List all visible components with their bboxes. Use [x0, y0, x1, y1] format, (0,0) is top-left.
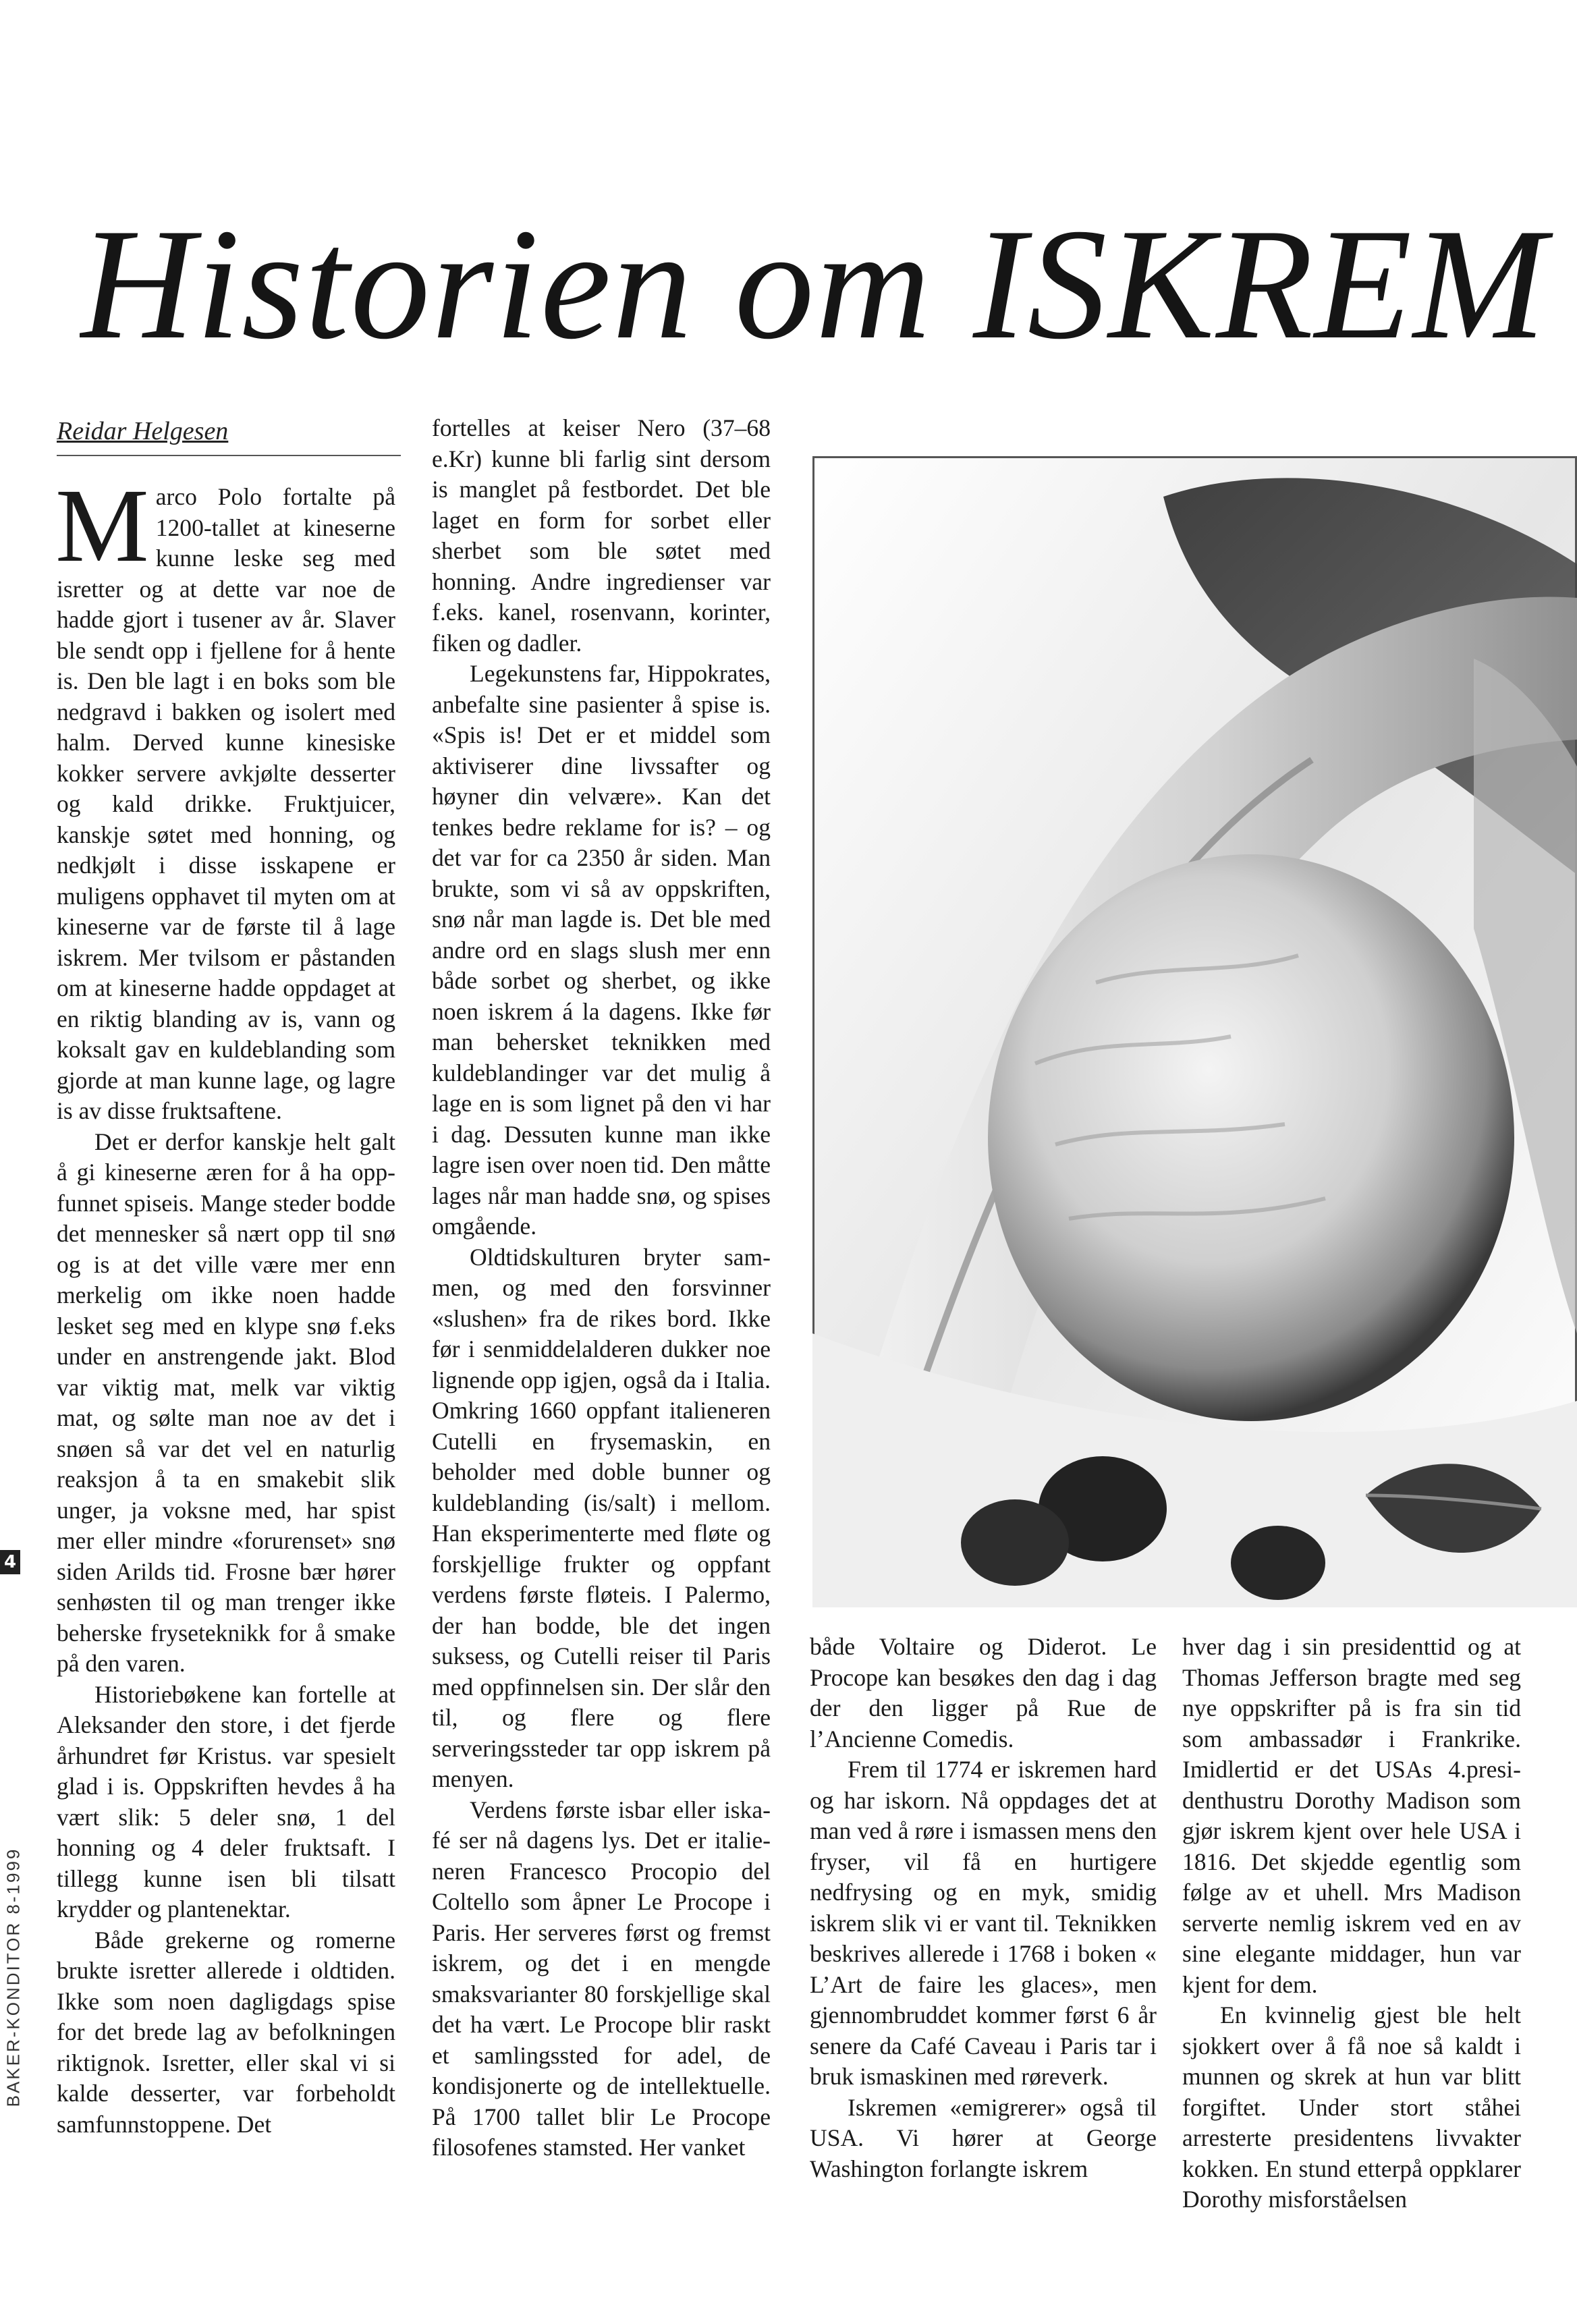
text-column-2 — [432, 413, 771, 2163]
byline — [57, 414, 401, 456]
ice-cream-photo — [812, 456, 1577, 1607]
paragraph: både Voltaire og Diderot. Le Procope kan besøkes den dag i dag der den ligger på Rue de l’Ancienne Comedis. — [810, 1633, 1157, 1752]
paragraph: Både grekerne og romerne brukte isretter allerede i oldtiden. Ikke som noen dagligdags spise for det brede lag av befolkningen riktignok. Isretter, eller skal vi si kalde desserter, var forbeholdt samfunnstoppene. Det — [57, 1926, 395, 2138]
page-number-badge: 4 — [0, 1550, 20, 1574]
article-title: Historien om ISKREM — [80, 197, 1547, 372]
drop-cap: M — [55, 467, 149, 584]
text-column-1 — [55, 467, 395, 2140]
paragraph: Historiebøkene kan fortelle at Aleksander den store, i det fjerde århundret før Kristus. var spesielt glad i is. Oppskriften hevdes å ha vært slik: 5 deler snø, 1 del honning og 4 deler fruktsaft. I tillegg kunne isen bli tilsatt krydder og plantenektar. — [57, 1680, 395, 1922]
paragraph: Frem til 1774 er iskremen hard og har iskorn. Nå oppdages det at man ved å røre i ismassen mens den fryser, vil få en hurtigere nedfrysing og en myk, smidig iskrem slik vi er vant til. Teknikken beskrives allerede i 1768 i boken « L’Art de faire les glaces», men gjennombruddet kommer først 6 år senere da Café Caveau i Paris tar i bruk ismaskinen med røreverk. — [810, 1756, 1157, 2090]
paragraph: fortelles at keiser Nero (37–68 e.Kr) kunne bli farlig sint dersom is manglet på festbordet. Det ble laget en form for sorbet eller sherbet som ble søtet med honning. Andre ingredienser var f.eks. kanel, rosenvann, korinter, fiken og dadler. — [432, 414, 771, 657]
publication-sidebar: BAKER-KONDITOR 8-1999 — [3, 1847, 24, 2107]
text-column-4 — [1182, 1632, 1521, 2215]
text-column-3 — [810, 1632, 1157, 2184]
paragraph: Oldtidskulturen bryter sammen, og med den forsvinner «slushen» fra de rikes bord. Ikke før i senmiddelalderen dukker noe lignende opp igjen, også da i Italia. Omkring 1660 oppfant italieneren Cutelli en frysemaskin, en beholder med doble bunner og kuldeblanding (is/salt) i mellom. Han eksperimenterte med fløte og forskjellige frukter og oppfant verdens første fløteis. I Palermo, der han bodde, ble det ingen suksess, og Cutelli reiser til Paris med oppfinnelsen sin. Der slår den til, og flere og flere serveringssteder tar opp iskrem på menyen. — [432, 1243, 771, 1792]
author-name: Reidar Helgesen — [57, 417, 229, 445]
paragraph-text: arco Polo fortalte på 1200-tallet at kineserne kunne leske seg med isretter og at dette var noe de hadde gjort i tusener av år. Slaver ble sendt opp i fjellene for å hente is. Den ble lagt i en boks som ble nedgravd i bakken og isolert med halm. Derved kunne kinesiske kokker servere avkjølte desserter og kald drikke. Fruktjuicer, kanskje søtet med honning, og nedkjølt i disse isskapene er muligens opphavet til myten om at kineserne var de første til å lage iskrem. Mer tvilsom er påstanden om at kineserne hadde oppdaget at en riktig blanding av is, vann og koksalt gav en kuldeblanding som gjorde at man kunne lage, og lagre is av disse fruktsaftene. — [57, 483, 395, 1124]
paragraph — [55, 467, 395, 1127]
paragraph: hver dag i sin presidenttid og at Thomas Jefferson bragte med seg nye oppskrifter på is fra sin tid som ambassadør i Frankrike. Imidlertid er det USAs 4.presidenthustru Dorothy Madison som gjør iskrem kjent over hele USA i 1816. Det skjedde egentlig som følge av et uhell. Mrs Madison serverte nemlig iskrem ved en av sine elegante middager, hun var kjent for dem. — [1182, 1633, 1521, 1998]
byline-rule — [57, 455, 401, 456]
paragraph: Legekunstens far, Hippokrates, anbefalte sine pasienter å spise is. «Spis is! Det er et middel som aktiviserer dine livssafter og høyner din velvære». Kan det tenkes bedre reklame for is? – og det var for ca 2350 år siden. Man brukte, som vi så av oppskriften, snø når man lagde is. Det ble med andre ord en slags slush mer enn både sorbet og sherbet, og ikke noen iskrem á la dagens. Ikke før man behersket teknikken med kuldeblandinger var det mulig å lage en is som lignet på den vi har i dag. Dessuten kunne man ikke lagre isen over noen tid. Den måtte lages når man hadde snø, og spises omgående. — [432, 660, 771, 1240]
paragraph: En kvinnelig gjest ble helt sjokkert over å få noe så kaldt i munnen og skrek at hun var blitt forgiftet. Under stort ståhei arresterte presidentens livvakter kokken. En stund etterpå oppklarer Dorothy misforståelsen — [1182, 2001, 1521, 2213]
paragraph: Iskremen «emigrerer» også til USA. Vi hører at George Washington forlangte iskrem — [810, 2093, 1157, 2182]
paragraph: Verdens første isbar eller iskafé ser nå dagens lys. Det er italieneren Francesco Procopio del Coltello som åpner Le Procope i Paris. Her serveres først og fremst iskrem, og det i en mengde smaksvarianter 80 forskjellige skal det ha vært. Le Procope blir raskt et samlingssted for adel, de kondisjonerte og de intellektuelle. På 1700 tallet blir Le Procope filosofenes stamsted. Her vanket — [432, 1796, 771, 2161]
paragraph: Det er derfor kanskje helt galt å gi kineserne æren for å ha oppfunnet spiseis. Mange steder bodde det mennesker så nært opp til snø og is at det ville være mer enn merkelig om ikke noen hadde lesket seg med en klype snø f.eks under en anstrengende jakt. Blod var viktig mat, melk var viktig mat, og sølte man noe av det i snøen så var det vel en naturlig reaksjon å ta en smakebit slik unger, ja voksne med, har spist mer eller mindre «forurenset» snø siden Arilds tid. Frosne bær hører senhøsten til og man trenger ikke beherske fryseteknikk for å smake på den varen. — [57, 1128, 395, 1677]
